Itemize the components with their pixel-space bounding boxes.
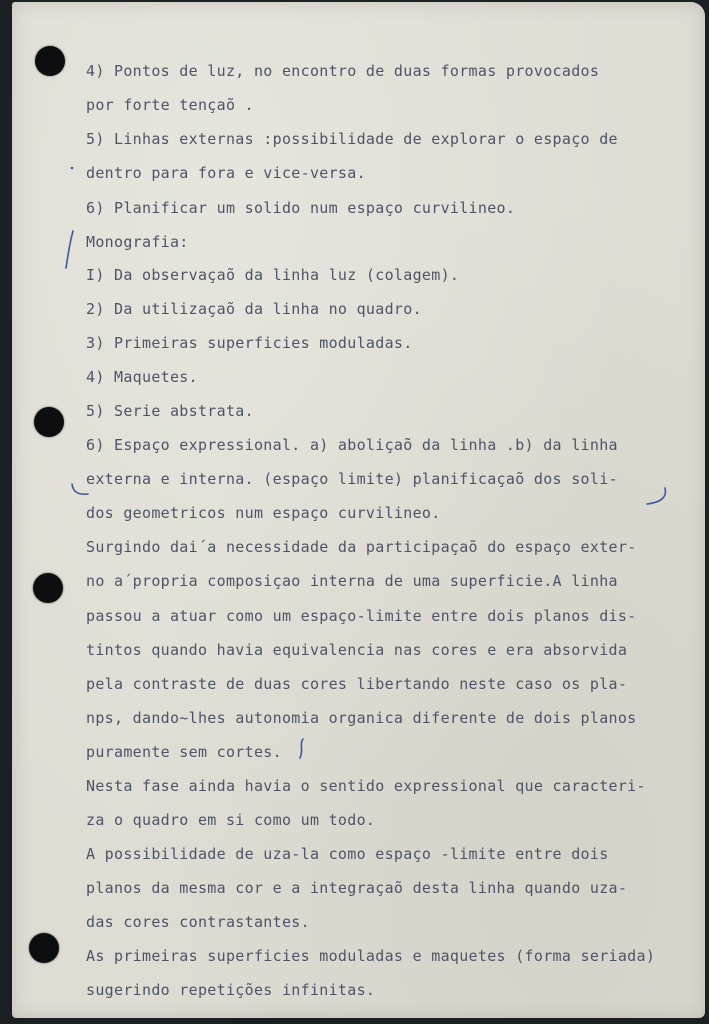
punch-hole-1 [35,46,65,76]
text-line-25: planos da mesma cor e a integraçaõ desta linha quando uza- [86,879,628,897]
text-line-7: I) Da observaçaõ da linha luz (colagem). [86,266,460,284]
punch-hole-4 [29,933,59,963]
text-line-4: dentro para fora e vice-versa. [86,164,366,182]
text-line-23: za o quadro em si como um todo. [86,811,376,829]
text-line-28: sugerindo repetições infinitas. [86,981,376,999]
text-line-9: 3) Primeiras superficies moduladas. [86,334,413,352]
text-line-19: pela contraste de duas cores libertando neste caso os pla- [86,675,628,693]
text-line-13: externa e interna. (espaço limite) planificaçaõ dos soli- [86,470,618,488]
text-line-24: A possibilidade de uza-la como espaço -limite entre dois [86,845,609,863]
text-line-6: Monografia: [86,233,189,251]
text-line-20: nps, dando~lhes autonomia organica diferente de dois planos [86,709,637,727]
text-line-17: passou a atuar como um espaço-limite entre dois planos dis- [86,607,637,625]
text-line-14: dos geometricos num espaço curvilineo. [86,504,441,522]
text-line-16: no a´propria composiçao interna de uma superficie.A linha [86,572,618,590]
text-line-21: puramente sem cortes. [86,743,282,761]
pen-mark-right-bracket [643,484,671,510]
text-line-1: 4) Pontos de luz, no encontro de duas formas provocados [86,62,600,80]
pen-mark-left-bracket [68,480,92,500]
text-line-15: Surgindo dai´a necessidade da participaçaõ do espaço exter- [86,538,637,556]
text-line-8: 2) Da utilizaçaõ da linha no quadro. [86,300,422,318]
text-line-22: Nesta fase ainda havia o sentido expressional que caracteri- [86,777,646,795]
text-line-2: por forte tençaõ . [86,96,254,114]
text-line-27: As primeiras superficies moduladas e maquetes (forma seriada) [86,947,656,965]
pen-mark-dot [68,164,76,172]
text-line-26: das cores contrastantes. [86,913,310,931]
text-line-3: 5) Linhas externas :possibilidade de explorar o espaço de [86,130,618,148]
punch-hole-3 [33,573,63,603]
pen-mark-curl [294,736,308,762]
pen-mark-slash [62,228,78,272]
text-line-12: 6) Espaço expressional. a) aboliçaõ da linha .b) da linha [86,436,618,454]
punch-hole-2 [34,407,64,437]
text-line-11: 5) Serie abstrata. [86,402,254,420]
text-line-18: tintos quando havia equivalencia nas cores e era absorvida [86,641,628,659]
text-line-5: 6) Planificar um solido num espaço curvilineo. [86,199,516,217]
text-line-10: 4) Maquetes. [86,368,198,386]
